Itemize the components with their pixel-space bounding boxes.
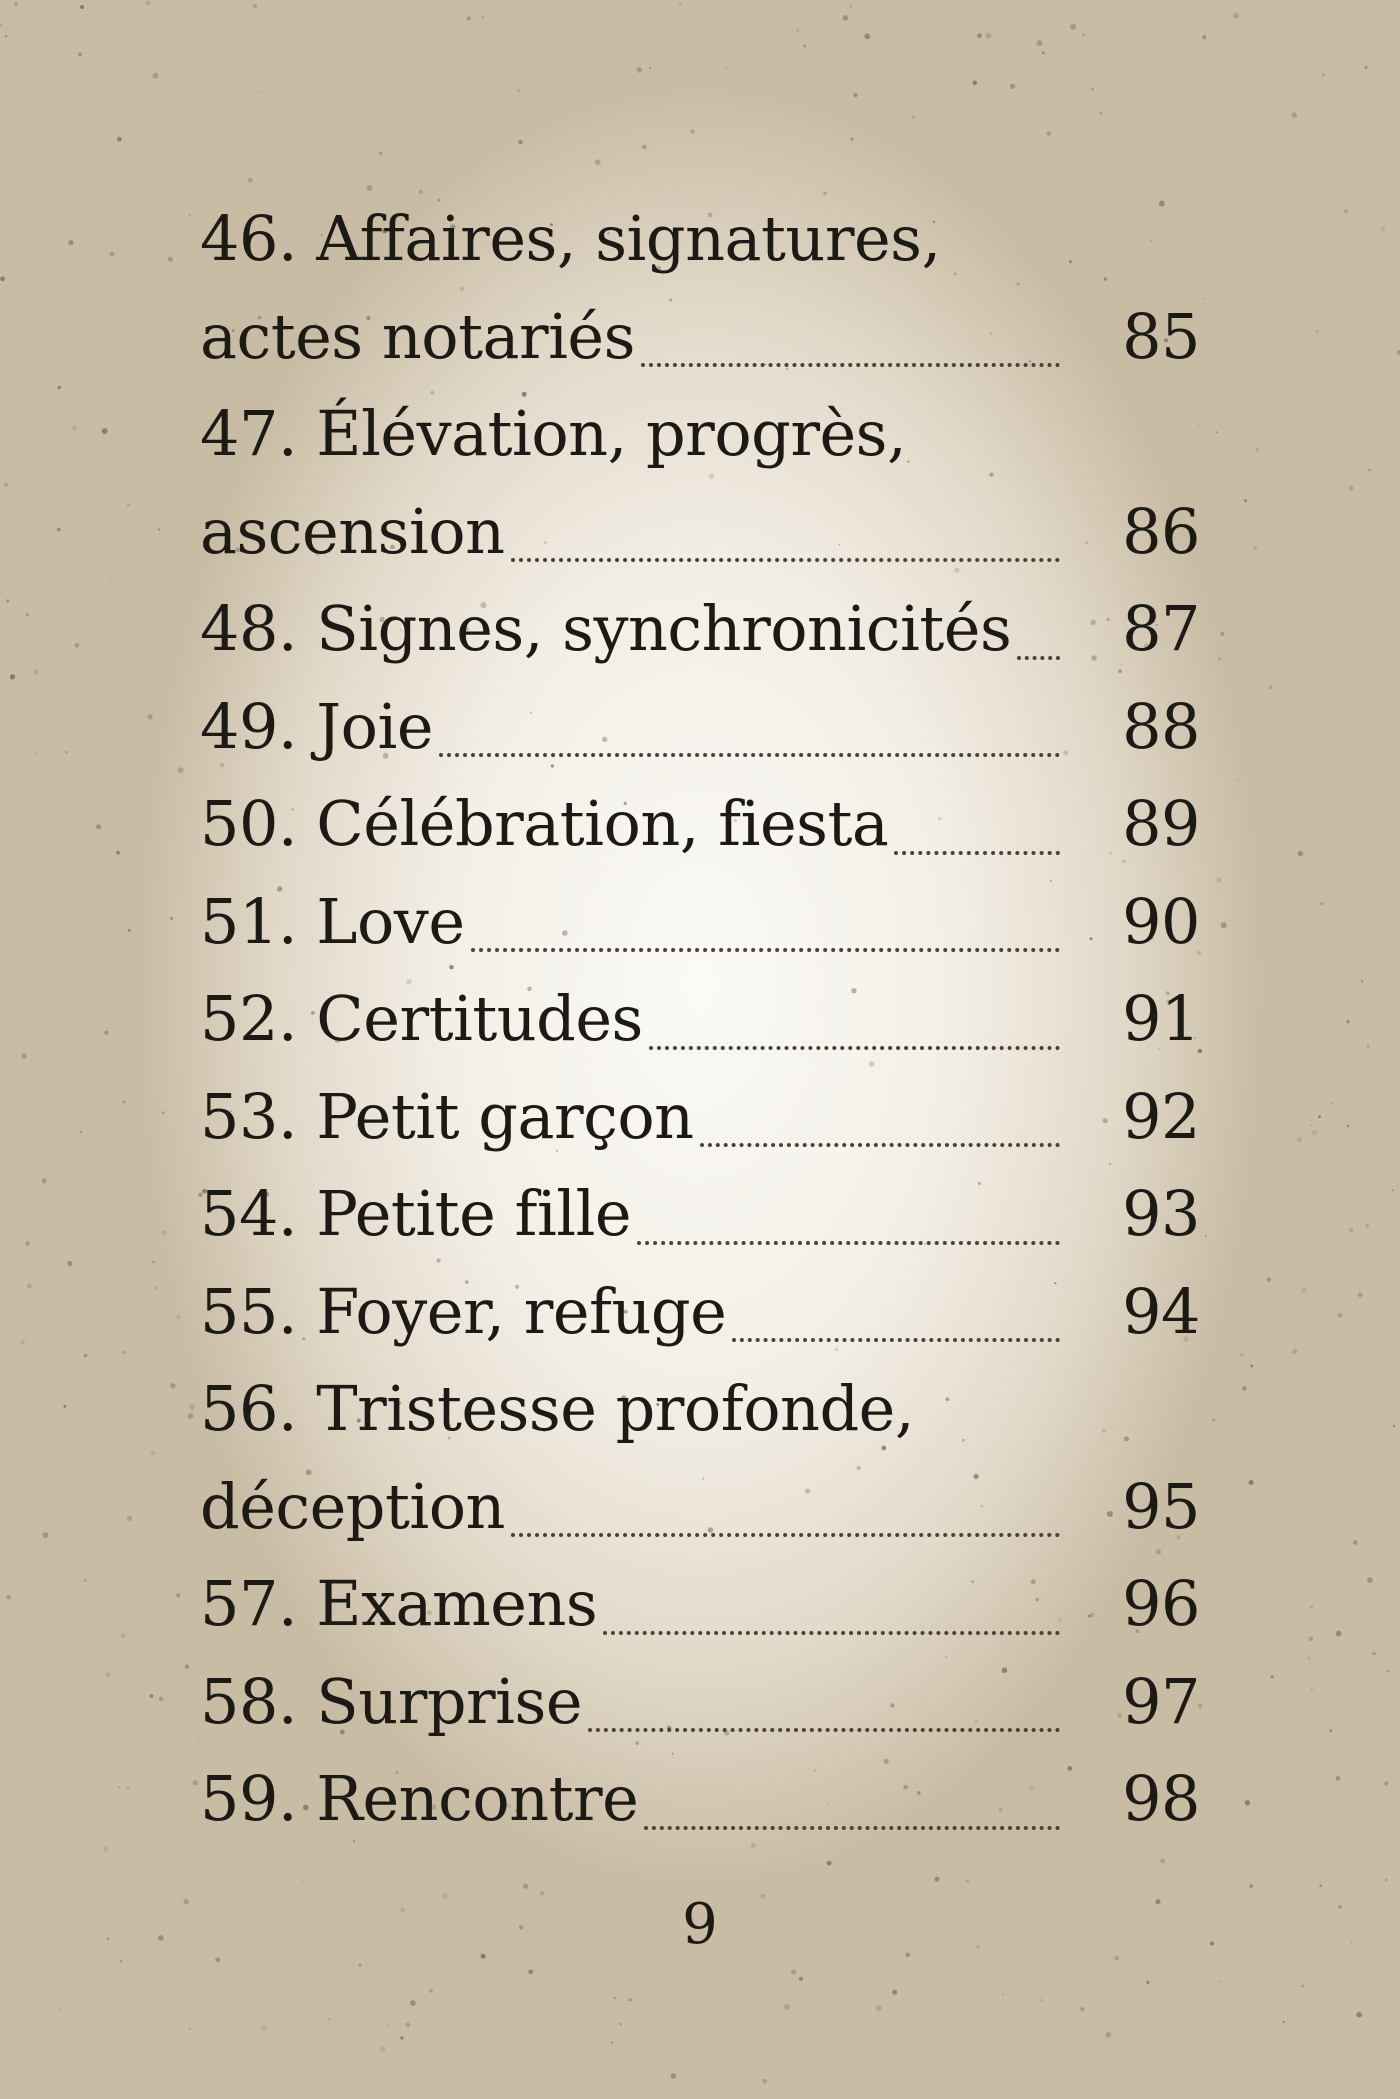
toc-page-number: 98: [1122, 1762, 1200, 1835]
dot-leader: [641, 345, 1060, 367]
toc-entry-title: 56. Tristesse profonde,: [200, 1372, 915, 1445]
toc-entry-line-with-page: [200, 483, 1200, 581]
dot-leader: [637, 1223, 1060, 1245]
toc-entry: [200, 775, 1200, 873]
toc-entry-title: 50. Célébration, fiesta: [200, 787, 889, 860]
toc-entry-title: 58. Surprise: [200, 1664, 583, 1738]
dot-leader: [644, 1808, 1060, 1830]
toc-entry-title: déception: [200, 1469, 505, 1543]
toc-entry: [200, 1068, 1200, 1166]
toc-page-number: 96: [1122, 1567, 1200, 1640]
toc-entry: [200, 1165, 1200, 1263]
toc-entry-line-with-page: [200, 1555, 1200, 1653]
dot-leader: [439, 735, 1060, 757]
toc-entry: [200, 1360, 1200, 1555]
toc-page-number: 89: [1122, 787, 1200, 860]
toc-entry-title: 55. Foyer, refuge: [200, 1274, 727, 1348]
toc-entry: [200, 190, 1200, 385]
toc-page-number: 94: [1122, 1274, 1200, 1348]
toc-page-number: 87: [1122, 592, 1200, 665]
toc-entry-line-with-page: [200, 1458, 1200, 1556]
toc-entry-title: 46. Affaires, signatures,: [200, 202, 941, 275]
dot-leader: [894, 833, 1060, 855]
dot-leader: [732, 1320, 1060, 1342]
toc-entry-title: 54. Petite fille: [200, 1177, 632, 1250]
toc-entry: [200, 580, 1200, 678]
toc-entry-line-with-page: [200, 288, 1200, 386]
toc-entry-title: 48. Signes, synchronicités: [200, 592, 1012, 665]
toc-page-number: 86: [1122, 494, 1200, 568]
toc-entry-line-with-page: [200, 678, 1200, 776]
toc-page-number: 90: [1122, 884, 1200, 958]
dot-leader: [700, 1125, 1060, 1147]
toc-entry-title: 57. Examens: [200, 1567, 598, 1640]
toc-entry-title: 59. Rencontre: [200, 1762, 639, 1835]
dot-leader: [649, 1028, 1060, 1050]
table-of-contents: [200, 190, 1200, 1848]
toc-entry: [200, 873, 1200, 971]
toc-entry-line-with-page: [200, 580, 1200, 678]
page-number: 9: [682, 1892, 718, 1957]
toc-page-number: 92: [1122, 1079, 1200, 1153]
toc-entry-line: [200, 190, 1200, 288]
toc-entry-line: [200, 385, 1200, 483]
toc-page-number: 91: [1122, 982, 1200, 1055]
toc-page-number: 95: [1122, 1469, 1200, 1543]
toc-page-number: 85: [1122, 299, 1200, 373]
toc-entry-title: 47. Élévation, progrès,: [200, 397, 907, 470]
dot-leader: [471, 930, 1060, 952]
toc-entry-line-with-page: [200, 1068, 1200, 1166]
dot-leader: [511, 1515, 1060, 1537]
dot-leader: [588, 1710, 1060, 1732]
toc-entry-line-with-page: [200, 1165, 1200, 1263]
toc-entry-line-with-page: [200, 970, 1200, 1068]
toc-entry: [200, 385, 1200, 580]
toc-entry: [200, 1555, 1200, 1653]
toc-entry-title: 49. Joie: [200, 689, 434, 763]
toc-entry-title: 52. Certitudes: [200, 982, 643, 1055]
toc-entry-title: 53. Petit garçon: [200, 1079, 694, 1153]
dot-leader: [603, 1613, 1060, 1635]
toc-entry-line-with-page: [200, 1750, 1200, 1848]
toc-entry-line-with-page: [200, 775, 1200, 873]
toc-entry-title: ascension: [200, 494, 505, 568]
toc-entry-line: [200, 1360, 1200, 1458]
toc-entry: [200, 1263, 1200, 1361]
toc-entry: [200, 678, 1200, 776]
toc-entry-line-with-page: [200, 873, 1200, 971]
toc-page-number: 93: [1122, 1177, 1200, 1250]
toc-page-number: 97: [1122, 1664, 1200, 1738]
toc-entry-title: 51. Love: [200, 884, 465, 958]
dot-leader: [1017, 638, 1060, 660]
toc-entry: [200, 1750, 1200, 1848]
toc-entry-line-with-page: [200, 1263, 1200, 1361]
toc-entry-title: actes notariés: [200, 299, 635, 373]
toc-entry: [200, 970, 1200, 1068]
dot-leader: [511, 540, 1060, 562]
toc-page-number: 88: [1122, 689, 1200, 763]
toc-entry: [200, 1653, 1200, 1751]
toc-entry-line-with-page: [200, 1653, 1200, 1751]
